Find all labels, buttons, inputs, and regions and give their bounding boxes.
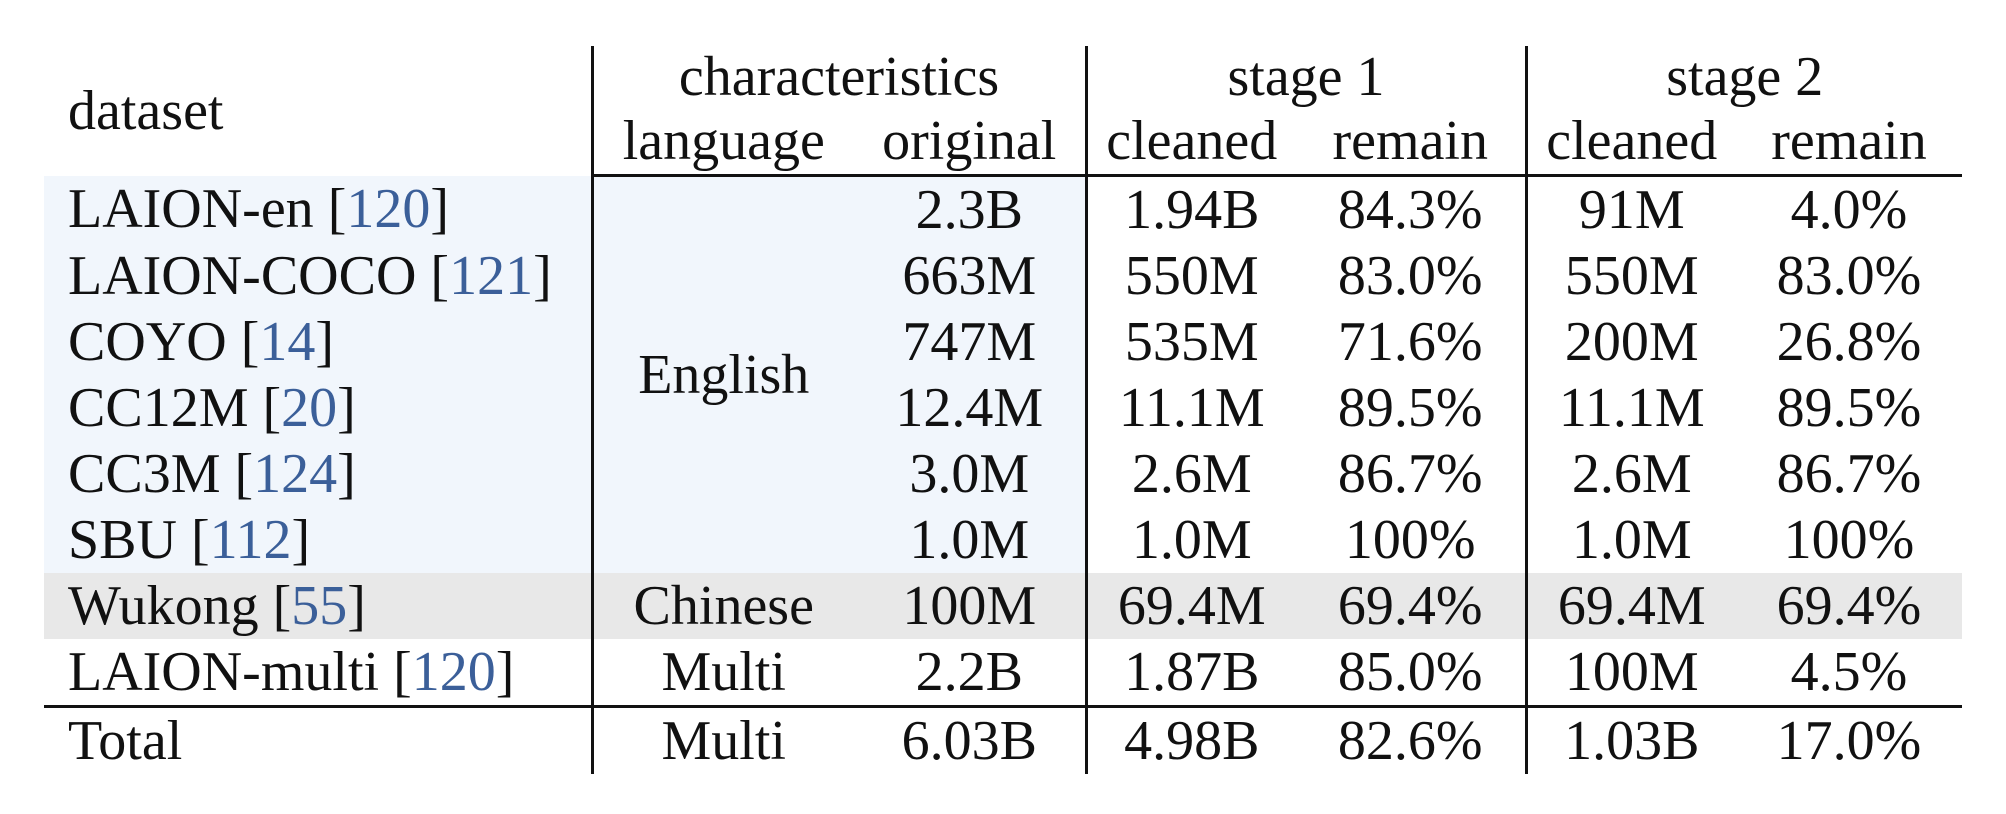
citation-link[interactable]: 14 — [259, 311, 316, 373]
stage1-cleaned: 1.94B — [1086, 176, 1296, 244]
col-header-stage1-remain: remain — [1296, 108, 1526, 176]
col-header-stage1: stage 1 — [1086, 46, 1526, 108]
table-row — [44, 507, 1962, 573]
stage1-cleaned: 535M — [1086, 309, 1296, 375]
col-header-language: language — [592, 108, 854, 176]
dataset-name: SBU [112] — [44, 507, 592, 573]
col-header-stage2: stage 2 — [1526, 46, 1962, 108]
dataset-name: LAION-COCO [121] — [44, 243, 592, 309]
stage1-remain: 86.7% — [1337, 443, 1483, 505]
dataset-name: LAION-multi [120] — [68, 641, 515, 703]
language-value: Chinese — [592, 573, 854, 639]
stage1-remain: 83.0% — [1337, 245, 1483, 307]
dataset-name: Wukong [55] — [44, 573, 592, 639]
stage1-remain: 89.5% — [1337, 377, 1483, 439]
table-row — [44, 375, 1962, 441]
original-count: 100M — [854, 573, 1086, 639]
stage1-cleaned: 1.87B — [1086, 639, 1296, 707]
dataset-name: LAION-en [120] — [44, 176, 592, 244]
stage2-cleaned: 200M — [1526, 309, 1736, 375]
citation-link[interactable]: 55 — [291, 575, 348, 637]
stage2-remain: 69.4% — [1736, 573, 1962, 639]
stage2-cleaned: 2.6M — [1526, 441, 1736, 507]
col-header-dataset: dataset — [68, 79, 224, 142]
stage2-remain: 26.8% — [1776, 311, 1922, 373]
table-row — [44, 639, 1962, 707]
original-count: 12.4M — [854, 375, 1086, 441]
stage1-remain: 100% — [1344, 509, 1476, 571]
dataset-name: COYO [14] — [44, 309, 592, 375]
original-count: 2.2B — [915, 641, 1023, 703]
stage2-remain: 83.0% — [1776, 245, 1922, 307]
header-group-row — [44, 46, 1962, 108]
total-original: 6.03B — [854, 707, 1086, 775]
stage2-remain: 89.5% — [1776, 377, 1922, 439]
table-row — [44, 309, 1962, 375]
dataset-name: CC12M [20] — [44, 375, 592, 441]
stage1-cleaned: 1.0M — [1086, 507, 1296, 573]
stage2-cleaned: 1.0M — [1526, 507, 1736, 573]
stage2-cleaned: 550M — [1526, 243, 1736, 309]
stage2-remain: 4.5% — [1790, 641, 1908, 703]
total-row — [44, 707, 1962, 775]
language-english: English — [592, 176, 854, 574]
stage2-remain: 100% — [1783, 509, 1915, 571]
citation-link[interactable]: 120 — [411, 641, 496, 703]
stage2-remain: 4.0% — [1790, 179, 1908, 241]
stage1-cleaned: 69.4M — [1086, 573, 1296, 639]
col-header-characteristics: characteristics — [592, 46, 1086, 108]
original-count: 663M — [854, 243, 1086, 309]
col-header-stage2-cleaned: cleaned — [1526, 108, 1736, 176]
original-count: 3.0M — [854, 441, 1086, 507]
table-row — [44, 243, 1962, 309]
stage1-cleaned: 2.6M — [1086, 441, 1296, 507]
citation-link[interactable]: 20 — [281, 377, 338, 439]
citation-link[interactable]: 124 — [253, 443, 338, 505]
stage1-remain: 69.4% — [1296, 573, 1526, 639]
dataset-statistics-table — [44, 46, 1962, 774]
stage1-remain: 84.3% — [1337, 179, 1483, 241]
total-stage1-cleaned: 4.98B — [1086, 707, 1296, 775]
total-language: Multi — [592, 707, 854, 775]
total-stage2-cleaned: 1.03B — [1526, 707, 1736, 775]
citation-link[interactable]: 112 — [209, 509, 292, 571]
stage1-remain: 71.6% — [1337, 311, 1483, 373]
stage2-cleaned: 100M — [1526, 639, 1736, 707]
total-stage1-remain: 82.6% — [1296, 707, 1526, 775]
dataset-name: CC3M [124] — [44, 441, 592, 507]
original-count: 1.0M — [854, 507, 1086, 573]
table-row — [44, 176, 1962, 244]
stage1-cleaned: 550M — [1086, 243, 1296, 309]
stage1-remain: 85.0% — [1337, 641, 1483, 703]
citation-link[interactable]: 120 — [346, 178, 431, 241]
col-header-original: original — [854, 108, 1086, 176]
total-label: Total — [44, 707, 592, 775]
stage2-cleaned: 11.1M — [1526, 375, 1736, 441]
stage1-cleaned: 11.1M — [1086, 375, 1296, 441]
total-stage2-remain: 17.0% — [1736, 707, 1962, 775]
stage2-cleaned: 91M — [1526, 176, 1736, 244]
original-count: 2.3B — [854, 176, 1086, 244]
table-row-highlighted — [44, 573, 1962, 639]
stage2-remain: 86.7% — [1776, 443, 1922, 505]
col-header-stage2-remain: remain — [1736, 108, 1962, 176]
original-count: 747M — [854, 309, 1086, 375]
col-header-stage1-cleaned: cleaned — [1086, 108, 1296, 176]
stage2-cleaned: 69.4M — [1526, 573, 1736, 639]
table-row — [44, 441, 1962, 507]
language-value: Multi — [592, 639, 854, 707]
citation-link[interactable]: 121 — [449, 245, 534, 307]
